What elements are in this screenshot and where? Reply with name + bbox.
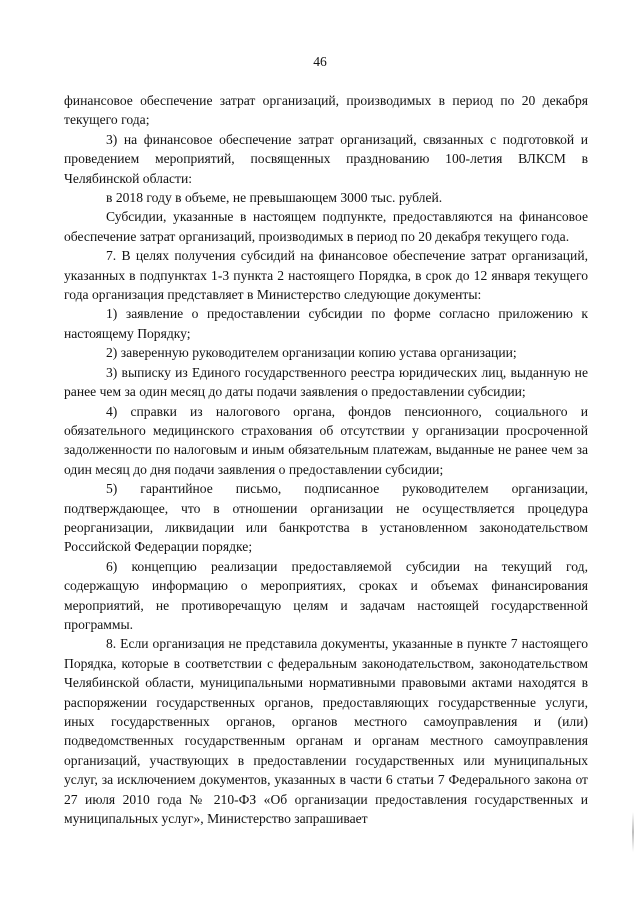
- paragraph: 1) заявление о предоставлении субсидии по форме согласно приложению к настоящему Порядку;: [64, 306, 588, 341]
- paragraph: 3) выписку из Единого государственного реестра юридических лиц, выданную не ранее чем за один месяц до даты подачи заявления о предоставлении субсидии;: [64, 364, 588, 400]
- paragraph: 4) справки из налогового органа, фондов пенсионного, социального и обязательного медицинского страхования об отсутствии у организации просроченной задолженности по налоговым и иным обязательным платежам, выданные не ранее чем за один месяц до дня подачи заявления о предоставлении субсидии;: [64, 403, 588, 477]
- paragraph: 8. Если организация не представила документы, указанные в пункте 7 настоящего Порядка, которые в соответствии с федеральным законодательством, законодательством Челябинской области, муниципальными нормативными правовыми актами находятся в распоряжении государственных органов, предоставляющих государственные услуги, иных государственных органов, органов местного самоуправления и (или) подведомственных государственным органам и органам местного самоуправления организаций, участвующих в предоставлении государственных или муниципальных услуг, за исключением документов, указанных в части 6 статьи 7 Федерального закона от 27 июля 2010 года № 210-ФЗ «Об организации предоставления государственных и муниципальных услуг», Министерство запрашивает: [64, 636, 588, 827]
- paragraph: Субсидии, указанные в настоящем подпункте, предоставляются на финансовое обеспечение затрат организаций, производимых в период по 20 декабря текущего года.: [64, 209, 588, 244]
- document-body: [64, 91, 588, 828]
- page-number: 46: [313, 54, 327, 69]
- scan-edge-mark: [632, 812, 634, 852]
- paragraph: 3) на финансовое обеспечение затрат организаций, связанных с подготовкой и проведением мероприятий, посвященных празднованию 100-летия ВЛКСМ в Челябинской области:: [64, 131, 588, 186]
- paragraph: 2) заверенную руководителем организации копию устава организации;: [106, 345, 517, 361]
- paragraph: 5) гарантийное письмо, подписанное руководителем организации, подтверждающее, что в отношении организации не осуществляется процедура реорганизации, ликвидации или банкротства в установленном законодательством Российской Федерации порядке;: [64, 481, 588, 555]
- paragraph: финансовое обеспечение затрат организаций, производимых в период по 20 декабря текущего года;: [64, 93, 588, 128]
- paragraph: 7. В целях получения субсидий на финансовое обеспечение затрат организаций, указанных в подпунктах 1-3 пункта 2 настоящего Порядка, в срок до 12 января текущего года организация представляет в Министерство следующие документы:: [64, 248, 588, 303]
- paragraph: 6) концепцию реализации предоставляемой субсидии на текущий год, содержащую информацию о мероприятиях, сроках и объемах финансирования мероприятий, не противоречащую целям и задачам настоящей государственной программы.: [64, 558, 588, 632]
- paragraph: в 2018 году в объеме, не превышающем 3000 тыс. рублей.: [106, 190, 443, 206]
